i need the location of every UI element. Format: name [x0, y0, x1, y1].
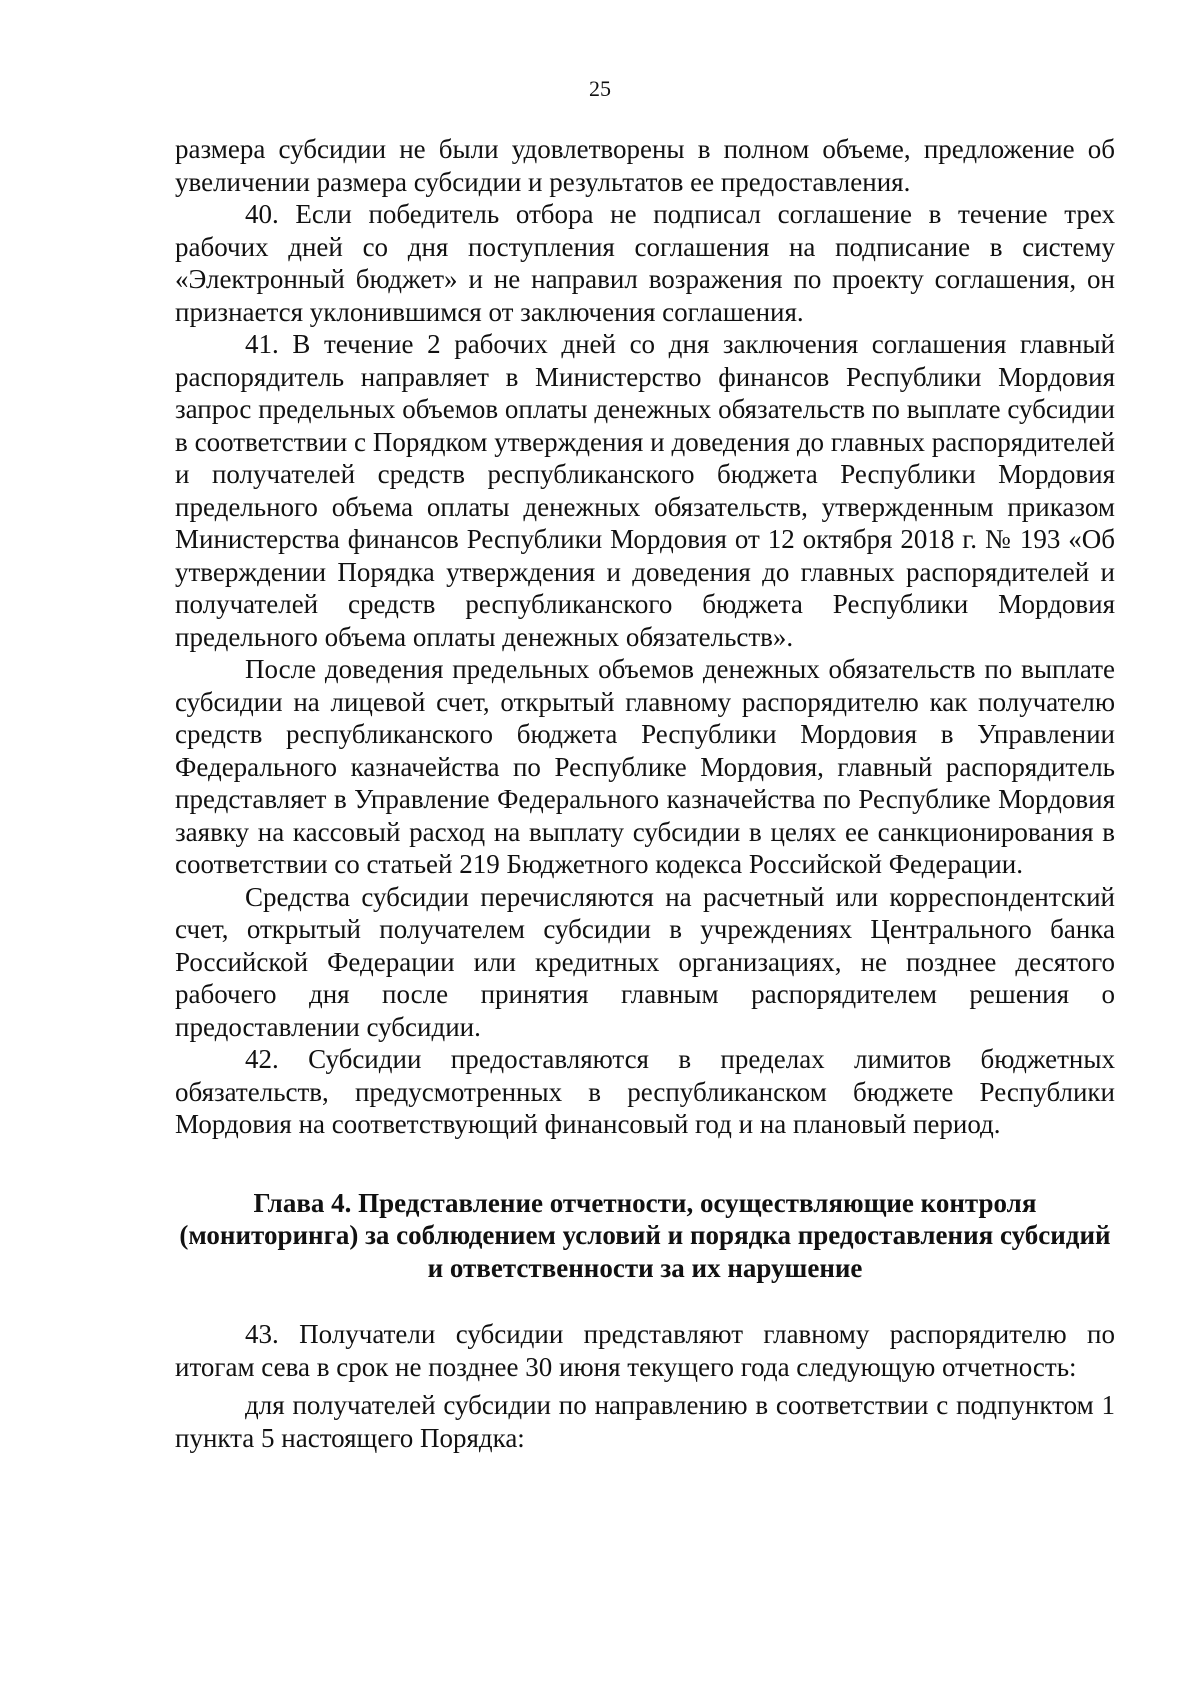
paragraph-43-recipients: для получателей субсидии по направлению в соответствии с подпунктом 1 пункта 5 настоящего Порядка: — [175, 1390, 1115, 1453]
paragraph-41-transfer: Средства субсидии перечисляются на расчетный или корреспондентский счет, открытый получателем субсидии в учреждениях Центрального банка Российской Федерации или кредитных организациях, не позднее десятого рабочего дня после принятия главным распорядителем решения о предоставлении субсидии. — [175, 881, 1115, 1042]
paragraph-41: 41. В течение 2 рабочих дней со дня заключения соглашения главный распорядитель направляет в Министерство финансов Республики Мордовия запрос предельных объемов оплаты денежных обязательств по выплате субсидии в соответствии с Порядком утверждения и доведения до главных распорядителей и получателей средств республиканского бюджета Республики Мордовия предельного объема оплаты денежных обязательств, утвержденным приказом Министерства финансов Республики Мордовия от 12 октября 2018 г. № 193 «Об утверждении Порядка утверждения и доведения до главных распорядителей и получателей средств республиканского бюджета Республики Мордовия предельного объема оплаты денежных обязательств». — [175, 329, 1115, 652]
paragraph-42: 42. Субсидии предоставляются в пределах лимитов бюджетных обязательств, предусмотренных в республиканском бюджете Республики Мордовия на соответствующий финансовый год и на плановый период. — [175, 1044, 1115, 1139]
page-number: 25 — [589, 76, 611, 101]
paragraph-43: 43. Получатели субсидии представляют главному распорядителю по итогам сева в срок не позднее 30 июня текущего года следующую отчетность: — [175, 1319, 1115, 1382]
paragraph-continuation: размера субсидии не были удовлетворены в полном объеме, предложение об увеличении размера субсидии и результатов ее предоставления. — [175, 134, 1115, 197]
paragraph-41-limits-delivery: После доведения предельных объемов денежных обязательств по выплате субсидии на лицевой счет, открытый главному распорядителю как получателю средств республиканского бюджета Республики Мордовия в Управлении Федерального казначейства по Республике Мордовия, главный распорядитель представляет в Управление Федерального казначейства по Республике Мордовия заявку на кассовый расход на выплату субсидии в целях ее санкционирования в соответствии со статьей 219 Бюджетного кодекса Российской Федерации. — [175, 654, 1115, 879]
chapter-heading: Глава 4. Представление отчетности, осуществляющие контроля (мониторинга) за соблюдением условий и порядка предоставления субсидий и ответственности за их нарушение — [179, 1187, 1111, 1283]
document-body — [175, 133, 1115, 1454]
paragraph-40: 40. Если победитель отбора не подписал соглашение в течение трех рабочих дней со дня поступления соглашения на подписание в систему «Электронный бюджет» и не направил возражения по проекту соглашения, он признается уклонившимся от заключения соглашения. — [175, 199, 1115, 327]
